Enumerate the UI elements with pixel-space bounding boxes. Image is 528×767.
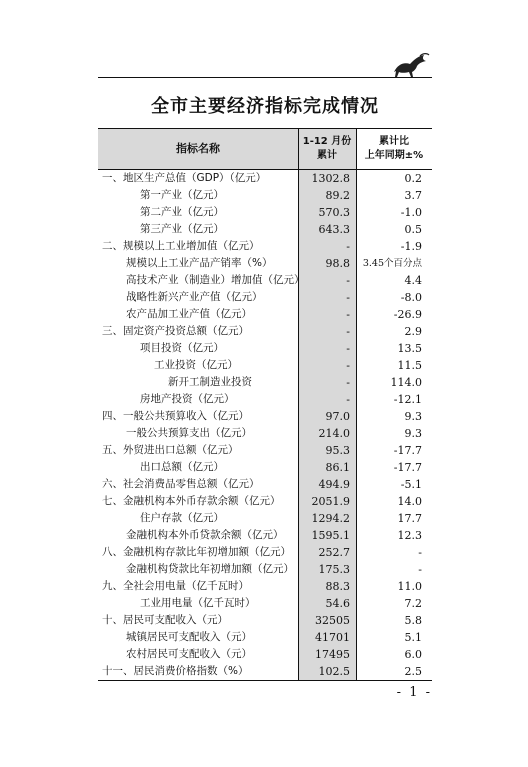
- indicator-name: 十一、居民消费价格指数（%）: [102, 665, 249, 677]
- cumulative-value: -: [346, 308, 350, 321]
- table-header: [98, 129, 432, 170]
- cumulative-value: 214.0: [318, 427, 350, 440]
- yoy-change: 17.7: [397, 512, 422, 525]
- header-yoy-line2: 上年同期±%: [364, 150, 424, 161]
- yoy-change: 5.1: [404, 631, 422, 644]
- cumulative-value: 643.3: [318, 223, 350, 236]
- table-row: [98, 510, 432, 527]
- yoy-change: 5.8: [404, 614, 422, 627]
- yoy-change: -: [418, 546, 422, 559]
- yoy-change: 7.2: [404, 597, 422, 610]
- cumulative-value: 32505: [315, 614, 350, 627]
- table-row: [98, 578, 432, 595]
- yoy-change: -: [418, 563, 422, 576]
- table-row: [98, 204, 432, 221]
- indicator-name: 六、社会消费品零售总额（亿元）: [102, 478, 260, 490]
- cumulative-value: 89.2: [325, 189, 350, 202]
- indicator-name: 八、金融机构存款比年初增加额（亿元）: [102, 546, 291, 558]
- table-row: [98, 527, 432, 544]
- cumulative-value: 175.3: [318, 563, 350, 576]
- table-row: [98, 391, 432, 408]
- table-row: [98, 663, 432, 680]
- yoy-change: -17.7: [393, 461, 422, 474]
- yoy-change: 6.0: [404, 648, 422, 661]
- header-yoy: [356, 135, 432, 163]
- indicator-name: 工业投资（亿元）: [154, 359, 238, 371]
- yoy-change: 2.5: [404, 665, 422, 678]
- header-indicator-name: 指标名称: [176, 142, 220, 155]
- table-row: [98, 170, 432, 187]
- cumulative-value: -: [346, 325, 350, 338]
- cumulative-value: 17495: [315, 648, 350, 661]
- cumulative-value: 54.6: [325, 597, 350, 610]
- yoy-change: -26.9: [393, 308, 422, 321]
- yoy-change: 13.5: [397, 342, 422, 355]
- table-row: [98, 255, 432, 272]
- cumulative-value: -: [346, 376, 350, 389]
- indicator-name: 金融机构贷款比年初增加额（亿元）: [126, 563, 294, 575]
- table-row: [98, 612, 432, 629]
- table-row: [98, 561, 432, 578]
- indicator-name: 住户存款（亿元）: [140, 512, 224, 524]
- table-row: [98, 493, 432, 510]
- indicator-name: 金融机构本外币贷款余额（亿元）: [126, 529, 284, 541]
- cumulative-value: -: [346, 342, 350, 355]
- yoy-change: 2.9: [404, 325, 422, 338]
- indicator-name: 二、规模以上工业增加值（亿元）: [102, 240, 260, 252]
- cumulative-value: 494.9: [318, 478, 350, 491]
- header-yoy-line1: 累计比: [379, 136, 409, 147]
- page-title: 全市主要经济指标完成情况: [151, 96, 379, 117]
- table-row: [98, 238, 432, 255]
- table-row: [98, 425, 432, 442]
- indicator-table: [98, 128, 432, 681]
- header-cumulative-line2: 累计: [317, 150, 337, 161]
- table-row: [98, 442, 432, 459]
- indicator-name: 城镇居民可支配收入（元）: [126, 631, 252, 643]
- yoy-change: 4.4: [404, 274, 422, 287]
- table-row: [98, 340, 432, 357]
- indicator-name: 第三产业（亿元）: [140, 223, 224, 235]
- table-row: [98, 357, 432, 374]
- yoy-change: 12.3: [397, 529, 422, 542]
- indicator-name: 农产品加工业产值（亿元）: [126, 308, 252, 320]
- yoy-change: 11.5: [397, 359, 422, 372]
- cumulative-value: 41701: [315, 631, 350, 644]
- cumulative-value: 1294.2: [311, 512, 350, 525]
- cumulative-value: -: [346, 359, 350, 372]
- table-row: [98, 595, 432, 612]
- table-row: [98, 374, 432, 391]
- indicator-name: 工业用电量（亿千瓦时）: [140, 597, 256, 609]
- yoy-change: 14.0: [397, 495, 422, 508]
- indicator-name: 战略性新兴产业产值（亿元）: [126, 291, 263, 303]
- indicator-name: 四、一般公共预算收入（亿元）: [102, 410, 249, 422]
- yoy-change: -12.1: [393, 393, 422, 406]
- yoy-change: 114.0: [390, 376, 422, 389]
- indicator-name: 新开工制造业投资: [168, 376, 252, 388]
- indicator-name: 第二产业（亿元）: [140, 206, 224, 218]
- yoy-change: 9.3: [404, 410, 422, 423]
- indicator-name: 九、全社会用电量（亿千瓦时）: [102, 580, 249, 592]
- table-row: [98, 221, 432, 238]
- indicator-name: 房地产投资（亿元）: [140, 393, 235, 405]
- table-row: [98, 476, 432, 493]
- top-rule: [98, 77, 432, 78]
- cumulative-value: -: [346, 291, 350, 304]
- yoy-change: 0.2: [404, 172, 422, 185]
- table-row: [98, 306, 432, 323]
- cumulative-value: -: [346, 274, 350, 287]
- cumulative-value: 2051.9: [311, 495, 350, 508]
- indicator-name: 高技术产业（制造业）增加值（亿元）: [126, 274, 305, 286]
- yoy-change: 3.7: [404, 189, 422, 202]
- cumulative-value: 570.3: [318, 206, 350, 219]
- indicator-name: 规模以上工业产品产销率（%）: [126, 257, 273, 269]
- yoy-change: 9.3: [404, 427, 422, 440]
- indicator-name: 三、固定资产投资总额（亿元）: [102, 325, 249, 337]
- cumulative-value: 97.0: [325, 410, 350, 423]
- horse-logo-icon: [390, 52, 430, 78]
- header-cumulative-line1: 1-12 月份: [302, 136, 352, 147]
- indicator-name: 十、居民可支配收入（元）: [102, 614, 228, 626]
- yoy-change: -1.0: [400, 206, 422, 219]
- indicator-name: 项目投资（亿元）: [140, 342, 224, 354]
- table-row: [98, 272, 432, 289]
- indicator-name: 一、地区生产总值（GDP）（亿元）: [102, 172, 267, 184]
- cumulative-value: -: [346, 240, 350, 253]
- cumulative-value: -: [346, 393, 350, 406]
- table-row: [98, 323, 432, 340]
- page-number: - 1 -: [396, 685, 432, 700]
- table-body: [98, 170, 432, 680]
- yoy-change: 0.5: [404, 223, 422, 236]
- indicator-name: 第一产业（亿元）: [140, 189, 224, 201]
- indicator-name: 一般公共预算支出（亿元）: [126, 427, 252, 439]
- yoy-change: -17.7: [393, 444, 422, 457]
- indicator-name: 七、金融机构本外币存款余额（亿元）: [102, 495, 281, 507]
- yoy-change: -1.9: [400, 240, 422, 253]
- cumulative-value: 252.7: [318, 546, 350, 559]
- cumulative-value: 1302.8: [311, 172, 350, 185]
- cumulative-value: 102.5: [318, 665, 350, 678]
- indicator-name: 五、外贸进出口总额（亿元）: [102, 444, 239, 456]
- table-row: [98, 544, 432, 561]
- table-row: [98, 646, 432, 663]
- yoy-change: -5.1: [400, 478, 422, 491]
- cumulative-value: 95.3: [325, 444, 350, 457]
- cumulative-value: 86.1: [325, 461, 350, 474]
- cumulative-value: 88.3: [325, 580, 350, 593]
- indicator-name: 出口总额（亿元）: [140, 461, 224, 473]
- yoy-change: 3.45个百分点: [362, 258, 422, 269]
- yoy-change: 11.0: [397, 580, 422, 593]
- table-row: [98, 408, 432, 425]
- yoy-change: -8.0: [400, 291, 422, 304]
- table-row: [98, 187, 432, 204]
- cumulative-value: 98.8: [325, 257, 350, 270]
- header-cumulative: [298, 135, 356, 163]
- table-row: [98, 289, 432, 306]
- cumulative-value: 1595.1: [311, 529, 350, 542]
- table-row: [98, 629, 432, 646]
- indicator-name: 农村居民可支配收入（元）: [126, 648, 252, 660]
- table-row: [98, 459, 432, 476]
